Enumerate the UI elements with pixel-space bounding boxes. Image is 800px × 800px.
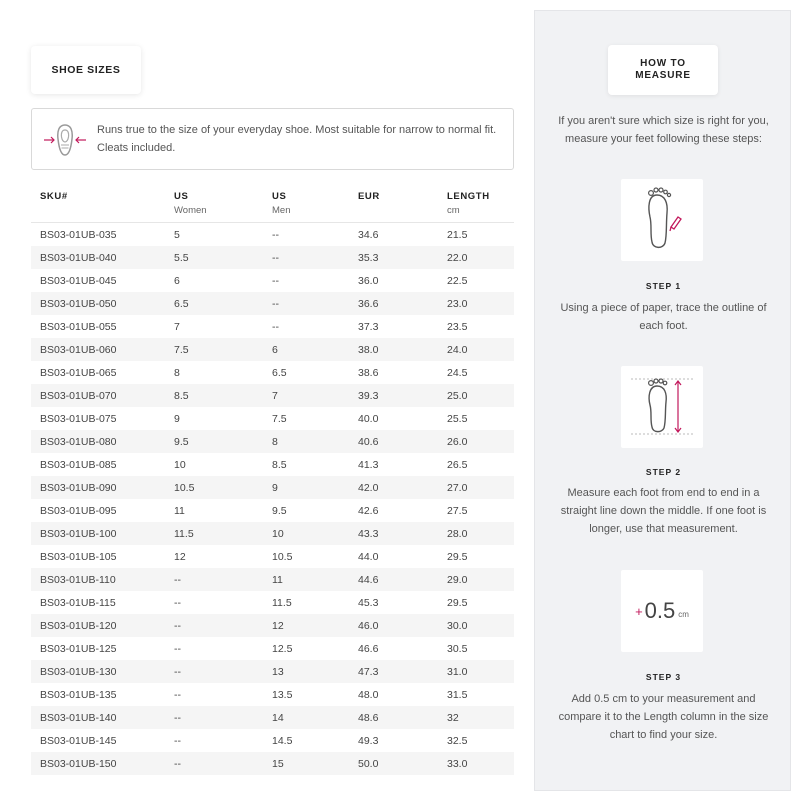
cell-sku: BS03-01UB-130 bbox=[40, 665, 117, 678]
cell-us-men: 8.5 bbox=[272, 458, 287, 471]
table-row bbox=[31, 246, 514, 269]
cell-eur: 42.0 bbox=[358, 481, 379, 494]
cell-us-men: 6 bbox=[272, 343, 278, 356]
cell-sku: BS03-01UB-100 bbox=[40, 527, 117, 540]
cell-eur: 38.6 bbox=[358, 366, 379, 379]
cell-us-men: 8 bbox=[272, 435, 278, 448]
cell-sku: BS03-01UB-080 bbox=[40, 435, 117, 448]
cell-us-women: 11 bbox=[174, 504, 185, 517]
cell-eur: 48.0 bbox=[358, 688, 379, 701]
table-row bbox=[31, 453, 514, 476]
cell-length-cm: 27.5 bbox=[447, 504, 468, 517]
table-row bbox=[31, 591, 514, 614]
table-row bbox=[31, 407, 514, 430]
table-row bbox=[31, 476, 514, 499]
table-row bbox=[31, 683, 514, 706]
cell-sku: BS03-01UB-110 bbox=[40, 573, 116, 586]
header-sku bbox=[31, 183, 165, 222]
header-eur bbox=[349, 183, 438, 222]
cell-length-cm: 22.0 bbox=[447, 251, 468, 264]
cell-us-women: 7 bbox=[174, 320, 180, 333]
table-row bbox=[31, 223, 514, 246]
cell-us-men: -- bbox=[272, 320, 279, 333]
cell-us-women: 5.5 bbox=[174, 251, 189, 264]
cell-sku: BS03-01UB-045 bbox=[40, 274, 117, 287]
cell-eur: 49.3 bbox=[358, 734, 379, 747]
cell-us-men: -- bbox=[272, 297, 279, 310]
cell-sku: BS03-01UB-125 bbox=[40, 642, 117, 655]
shoe-sizes-tab[interactable] bbox=[31, 46, 141, 94]
cell-sku: BS03-01UB-135 bbox=[40, 688, 117, 701]
table-row bbox=[31, 660, 514, 683]
cell-length-cm: 25.5 bbox=[447, 412, 468, 425]
cell-us-women: -- bbox=[174, 642, 181, 655]
cell-us-women: -- bbox=[174, 734, 181, 747]
cell-us-women: 5 bbox=[174, 228, 180, 241]
table-row bbox=[31, 568, 514, 591]
cell-us-men: 13 bbox=[272, 665, 284, 678]
cell-length-cm: 22.5 bbox=[447, 274, 468, 287]
cell-eur: 42.6 bbox=[358, 504, 379, 517]
cell-length-cm: 31.5 bbox=[447, 688, 468, 701]
cell-eur: 40.6 bbox=[358, 435, 379, 448]
cell-length-cm: 32.5 bbox=[447, 734, 468, 747]
cell-us-women: 9 bbox=[174, 412, 180, 425]
cell-us-men: 11 bbox=[272, 573, 283, 586]
cell-eur: 36.6 bbox=[358, 297, 379, 310]
cell-length-cm: 27.0 bbox=[447, 481, 468, 494]
cell-us-women: 6 bbox=[174, 274, 180, 287]
cell-us-women: 11.5 bbox=[174, 527, 194, 540]
header-sku-label: SKU# bbox=[40, 191, 68, 202]
cell-us-women: 6.5 bbox=[174, 297, 189, 310]
table-row bbox=[31, 499, 514, 522]
add-value-number: 0.5 bbox=[644, 598, 676, 623]
cell-eur: 39.3 bbox=[358, 389, 379, 402]
header-length bbox=[438, 183, 514, 222]
cell-us-men: 14 bbox=[272, 711, 284, 724]
cell-length-cm: 29.5 bbox=[447, 550, 468, 563]
cell-sku: BS03-01UB-115 bbox=[40, 596, 116, 609]
cell-sku: BS03-01UB-095 bbox=[40, 504, 117, 517]
cell-length-cm: 28.0 bbox=[447, 527, 468, 540]
table-row bbox=[31, 384, 514, 407]
table-row bbox=[31, 361, 514, 384]
cell-us-men: 9 bbox=[272, 481, 278, 494]
cell-us-women: 8.5 bbox=[174, 389, 189, 402]
header-length-sub: cm bbox=[447, 205, 460, 216]
cell-us-men: 10 bbox=[272, 527, 284, 540]
plus-half-cm-icon bbox=[621, 570, 703, 652]
table-row bbox=[31, 729, 514, 752]
how-to-intro: If you aren't sure which size is right for you, measure your feet following these steps: bbox=[558, 115, 769, 145]
cell-us-men: -- bbox=[272, 228, 279, 241]
header-us-women bbox=[165, 183, 263, 222]
cell-eur: 45.3 bbox=[358, 596, 379, 609]
cell-sku: BS03-01UB-050 bbox=[40, 297, 117, 310]
cell-us-men: 9.5 bbox=[272, 504, 287, 517]
cell-us-men: 14.5 bbox=[272, 734, 293, 747]
header-length-label: LENGTH bbox=[447, 191, 490, 202]
cell-eur: 40.0 bbox=[358, 412, 379, 425]
cell-us-women: 7.5 bbox=[174, 343, 189, 356]
cell-us-women: 10 bbox=[174, 458, 186, 471]
cell-length-cm: 24.5 bbox=[447, 366, 468, 379]
table-row bbox=[31, 637, 514, 660]
cell-eur: 43.3 bbox=[358, 527, 379, 540]
cell-length-cm: 26.5 bbox=[447, 458, 468, 471]
cell-eur: 35.3 bbox=[358, 251, 379, 264]
header-us-men-label: US bbox=[272, 191, 287, 202]
cell-sku: BS03-01UB-055 bbox=[40, 320, 117, 333]
cell-us-men: 12 bbox=[272, 619, 284, 632]
cell-sku: BS03-01UB-060 bbox=[40, 343, 117, 356]
cell-us-men: 15 bbox=[272, 757, 284, 770]
cell-length-cm: 31.0 bbox=[447, 665, 468, 678]
step-2-text: Measure each foot from end to end in a straight line down the middle. If one foot is longer, use that measurement. bbox=[560, 487, 767, 535]
cell-length-cm: 29.0 bbox=[447, 573, 468, 586]
cell-eur: 44.6 bbox=[358, 573, 379, 586]
cell-us-women: -- bbox=[174, 619, 181, 632]
cell-sku: BS03-01UB-120 bbox=[40, 619, 117, 632]
cell-us-women: -- bbox=[174, 596, 181, 609]
cell-length-cm: 23.0 bbox=[447, 297, 468, 310]
table-row bbox=[31, 752, 514, 775]
cell-eur: 36.0 bbox=[358, 274, 379, 287]
header-eur-label: EUR bbox=[358, 191, 380, 202]
size-chart-table bbox=[31, 183, 514, 775]
cell-sku: BS03-01UB-085 bbox=[40, 458, 117, 471]
table-row bbox=[31, 706, 514, 729]
table-row bbox=[31, 269, 514, 292]
shoe-sizes-tab-label: SHOE SIZES bbox=[51, 64, 121, 76]
how-to-measure-panel bbox=[534, 10, 791, 791]
cell-eur: 38.0 bbox=[358, 343, 379, 356]
table-row bbox=[31, 430, 514, 453]
cell-sku: BS03-01UB-105 bbox=[40, 550, 117, 563]
cell-us-men: -- bbox=[272, 274, 279, 287]
cell-sku: BS03-01UB-145 bbox=[40, 734, 117, 747]
cell-length-cm: 32 bbox=[447, 711, 459, 724]
cell-eur: 34.6 bbox=[358, 228, 379, 241]
cell-eur: 46.6 bbox=[358, 642, 379, 655]
cell-sku: BS03-01UB-090 bbox=[40, 481, 117, 494]
how-to-measure-heading bbox=[608, 45, 718, 95]
cell-eur: 41.3 bbox=[358, 458, 379, 471]
table-row bbox=[31, 614, 514, 637]
step-1-text: Using a piece of paper, trace the outline of each foot. bbox=[560, 302, 767, 332]
cell-sku: BS03-01UB-070 bbox=[40, 389, 117, 402]
cell-us-women: -- bbox=[174, 573, 181, 586]
foot-trace-icon bbox=[621, 179, 703, 261]
table-row bbox=[31, 338, 514, 361]
cell-eur: 44.0 bbox=[358, 550, 379, 563]
how-to-measure-title: HOW TO MEASURE bbox=[635, 58, 691, 81]
step-2-title: STEP 2 bbox=[645, 467, 682, 477]
cell-us-men: 12.5 bbox=[272, 642, 293, 655]
table-header bbox=[31, 183, 514, 223]
table-body bbox=[31, 223, 514, 775]
cell-length-cm: 30.0 bbox=[447, 619, 468, 632]
cell-length-cm: 23.5 bbox=[447, 320, 468, 333]
fit-note-text: Runs true to the size of your everyday shoe. Most suitable for narrow to normal fit. Cleats included. bbox=[97, 124, 497, 154]
cell-sku: BS03-01UB-040 bbox=[40, 251, 117, 264]
cell-us-women: -- bbox=[174, 688, 181, 701]
header-us-men bbox=[263, 183, 349, 222]
cell-eur: 46.0 bbox=[358, 619, 379, 632]
step-3-text: Add 0.5 cm to your measurement and compare it to the Length column in the size chart to find your size. bbox=[558, 693, 769, 741]
cell-sku: BS03-01UB-065 bbox=[40, 366, 117, 379]
cell-us-women: 10.5 bbox=[174, 481, 195, 494]
cell-length-cm: 21.5 bbox=[447, 228, 468, 241]
cell-eur: 37.3 bbox=[358, 320, 379, 333]
header-us-men-sub: Men bbox=[272, 205, 291, 216]
cell-length-cm: 30.5 bbox=[447, 642, 468, 655]
measure-add-value bbox=[621, 570, 703, 652]
cell-us-men: 10.5 bbox=[272, 550, 293, 563]
cell-sku: BS03-01UB-150 bbox=[40, 757, 117, 770]
cell-eur: 48.6 bbox=[358, 711, 379, 724]
cell-us-men: -- bbox=[272, 251, 279, 264]
cell-us-men: 6.5 bbox=[272, 366, 287, 379]
foot-measure-icon bbox=[621, 366, 703, 448]
cell-us-men: 11.5 bbox=[272, 596, 292, 609]
cell-us-women: -- bbox=[174, 711, 181, 724]
plus-sign: + bbox=[635, 603, 643, 619]
cell-length-cm: 24.0 bbox=[447, 343, 468, 356]
cell-us-men: 13.5 bbox=[272, 688, 293, 701]
cell-length-cm: 33.0 bbox=[447, 757, 468, 770]
table-row bbox=[31, 545, 514, 568]
table-row bbox=[31, 522, 514, 545]
cell-sku: BS03-01UB-035 bbox=[40, 228, 117, 241]
step-3-title: STEP 3 bbox=[645, 672, 682, 682]
header-us-women-sub: Women bbox=[174, 205, 207, 216]
cell-us-women: 12 bbox=[174, 550, 186, 563]
cell-length-cm: 26.0 bbox=[447, 435, 468, 448]
cell-us-women: 9.5 bbox=[174, 435, 189, 448]
table-row bbox=[31, 292, 514, 315]
cell-us-women: -- bbox=[174, 665, 181, 678]
cell-us-men: 7.5 bbox=[272, 412, 287, 425]
cell-sku: BS03-01UB-140 bbox=[40, 711, 117, 724]
cell-sku: BS03-01UB-075 bbox=[40, 412, 117, 425]
shoe-fit-icon bbox=[42, 121, 88, 159]
cell-us-women: 8 bbox=[174, 366, 180, 379]
fit-note bbox=[31, 108, 514, 170]
cell-length-cm: 25.0 bbox=[447, 389, 468, 402]
cell-eur: 50.0 bbox=[358, 757, 379, 770]
cell-us-women: -- bbox=[174, 757, 181, 770]
add-value-unit: cm bbox=[678, 609, 689, 619]
cell-eur: 47.3 bbox=[358, 665, 379, 678]
cell-us-men: 7 bbox=[272, 389, 278, 402]
cell-length-cm: 29.5 bbox=[447, 596, 468, 609]
table-row bbox=[31, 315, 514, 338]
step-1-title: STEP 1 bbox=[645, 281, 682, 291]
header-us-women-label: US bbox=[174, 191, 189, 202]
